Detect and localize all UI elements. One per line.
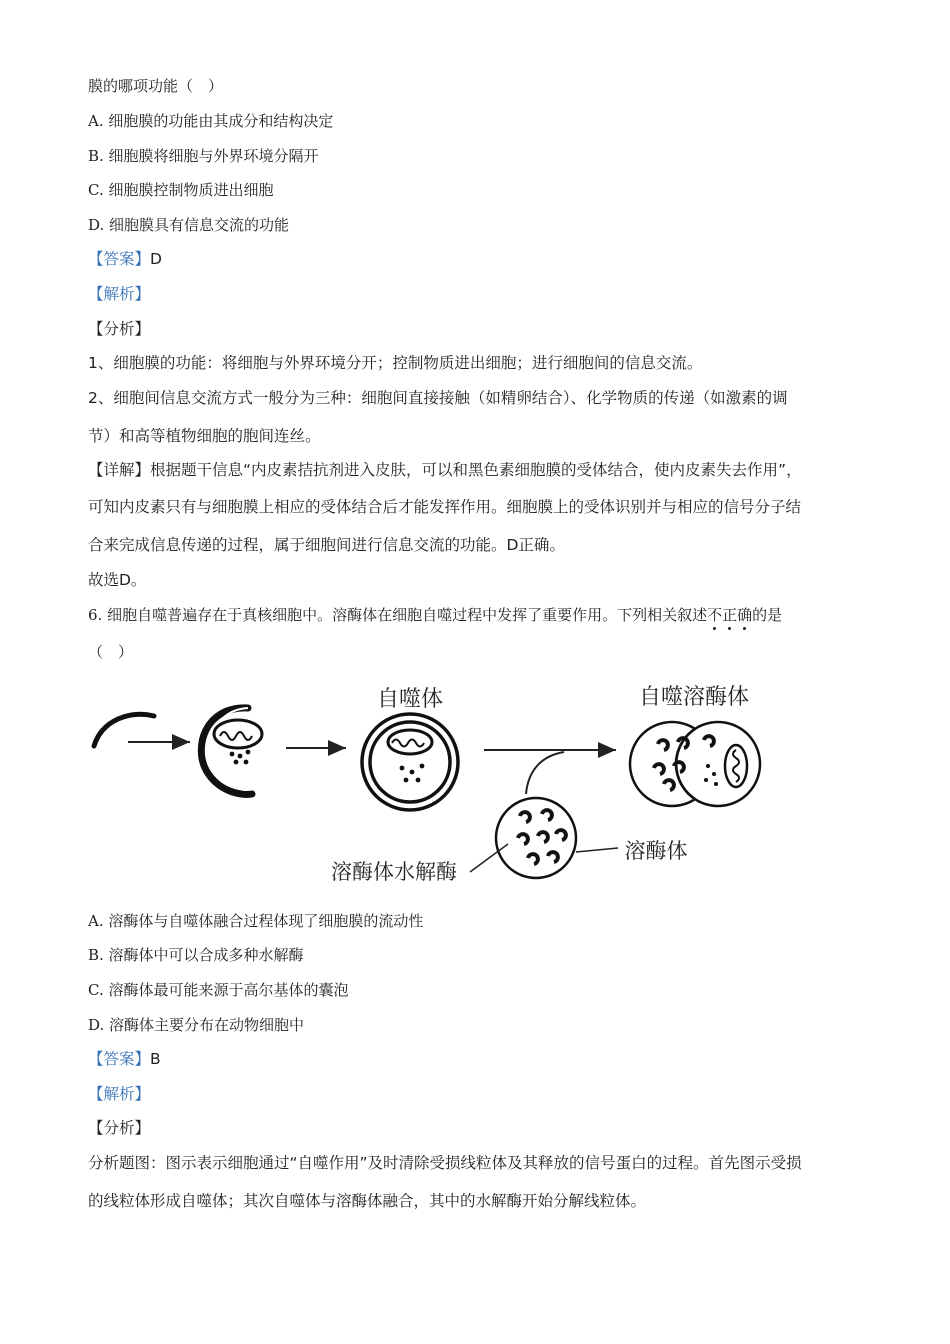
autolysosome [630, 722, 760, 806]
q5-analysis-3: 节）和高等植物细胞的胞间连丝。 [88, 427, 321, 445]
q5-option-a: A. 细胞膜的功能由其成分和结构决定 [88, 112, 334, 130]
autophagy-figure [88, 676, 808, 898]
q6-option-b: B. 溶酶体中可以合成多种水解酶 [88, 946, 304, 964]
label-autolysosome: 自噬溶酶体 [638, 685, 750, 710]
q6-analysis-1: 分析题图：图示表示细胞通过“自噬作用”及时清除受损线粒体及其释放的信号蛋白的过程。首先图示受损 [88, 1154, 802, 1172]
q5-answer [88, 248, 162, 270]
q5-detail-3: 合来完成信息传递的过程，属于细胞间进行信息交流的功能。D正确。 [88, 536, 565, 554]
answer-value: D [150, 250, 162, 268]
q6-answer [88, 1048, 161, 1070]
q5-detail-1 [88, 459, 802, 481]
q5-conclusion: 故选D。 [88, 571, 147, 589]
mitochondrion-icon [214, 720, 262, 748]
emph-char: 正 [722, 606, 738, 624]
label-autophagosome: 自噬体 [376, 687, 444, 712]
q6-stem [88, 604, 782, 626]
q6-option-a: A. 溶酶体与自噬体融合过程体现了细胞膜的流动性 [88, 912, 424, 930]
pointer-lysosome [576, 848, 618, 852]
q5-option-c: C. 细胞膜控制物质进出细胞 [88, 181, 274, 199]
lysosome [496, 798, 576, 878]
q6-option-d: D. 溶酶体主要分布在动物细胞中 [88, 1016, 305, 1034]
emph-char: 不 [707, 606, 723, 624]
q6-jiexi-label: 【解析】 [88, 1085, 151, 1103]
autophagosome [362, 714, 458, 810]
q6-analysis-2: 的线粒体形成自噬体；其次自噬体与溶酶体融合，其中的水解酶开始分解线粒体。 [88, 1192, 647, 1210]
label-lysosome: 溶酶体 [624, 839, 688, 863]
lysosome-connector [526, 752, 564, 794]
q6-fenxi-label: 【分析】 [88, 1119, 151, 1137]
detail-label: 【详解】 [88, 461, 151, 479]
detail-text: 根据题干信息“内皮素拮抗剂进入皮肤，可以和黑色素细胞膜的受体结合，使内皮素失去作用”， [150, 461, 802, 479]
q5-analysis-2: 2、细胞间信息交流方式一般分为三种：细胞间直接接触（如精卵结合）、化学物质的传递（如激素的调 [88, 389, 788, 407]
emph-char: 确 [737, 606, 753, 624]
answer-label: 【答案】 [88, 250, 151, 268]
q5-analysis-1: 1、细胞膜的功能：将细胞与外界环境分开；控制物质进出细胞；进行细胞间的信息交流。 [88, 354, 703, 372]
q5-option-d: D. 细胞膜具有信息交流的功能 [88, 216, 290, 234]
q5-option-b: B. 细胞膜将细胞与外界环境分隔开 [88, 147, 319, 165]
answer-value: B [150, 1050, 161, 1068]
q5-stem-tail: 膜的哪项功能（ ） [88, 77, 224, 95]
q5-fenxi-label: 【分析】 [88, 320, 151, 338]
answer-label: 【答案】 [88, 1050, 151, 1068]
label-hydrolase: 溶酶体水解酶 [331, 860, 457, 884]
stem-end: 的是 [752, 606, 783, 624]
q5-detail-2: 可知内皮素只有与细胞膜上相应的受体结合后才能发挥作用。细胞膜上的受体识别并与相应的信号分子结 [88, 498, 802, 516]
q6-option-c: C. 溶酶体最可能来源于高尔基体的囊泡 [88, 981, 349, 999]
q5-jiexi-label: 【解析】 [88, 285, 151, 303]
q6-stem-paren: （ ） [88, 643, 134, 661]
stem-main: 6. 细胞自噬普遍存在于真核细胞中。溶酶体在细胞自噬过程中发挥了重要作用。下列相关叙述 [88, 606, 708, 624]
